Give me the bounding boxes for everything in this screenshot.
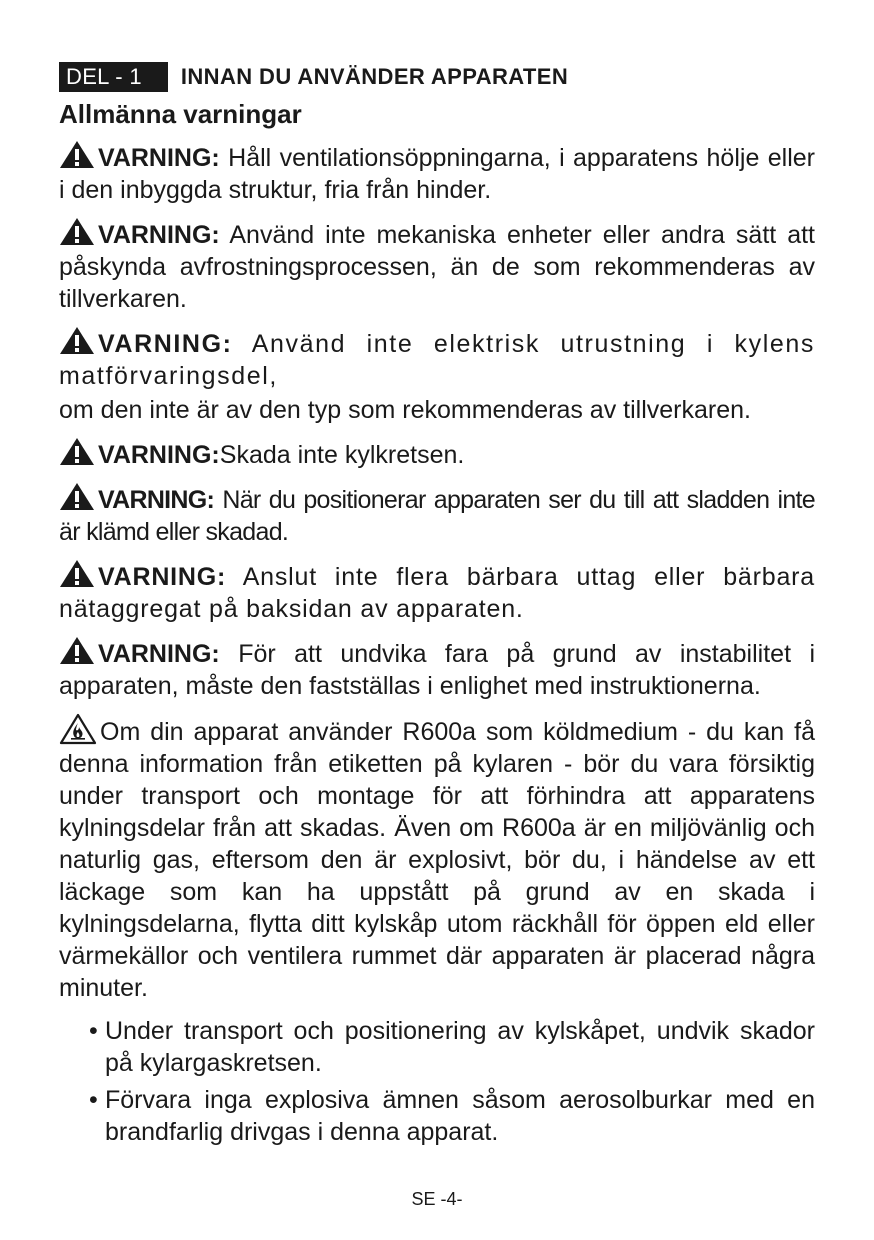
part-title: INNAN DU ANVÄNDER APPARATEN — [180, 64, 569, 89]
section-title: Allmänna varningar — [59, 99, 302, 129]
part-badge: DEL - 1 — [59, 62, 168, 92]
warning-triangle-icon — [59, 437, 95, 466]
bullet-text: Under transport och positionering av kylskåpet, undvik skador på kylargaskretsen. — [105, 1017, 815, 1077]
warning-triangle-icon — [59, 140, 95, 169]
warning-label: VARNING: — [98, 221, 220, 249]
warning-label: VARNING: — [98, 441, 220, 469]
warning-paragraph — [59, 636, 815, 702]
bullet-symbol: • — [89, 1017, 98, 1045]
bullet-list — [59, 1015, 815, 1148]
list-item — [59, 1015, 815, 1079]
warning-label: VARNING: — [98, 330, 233, 358]
warning-text: Använd inte elektrisk utrustning i kylens matförvaringsdel, — [59, 330, 815, 390]
warning-paragraph — [59, 217, 815, 315]
warning-paragraph — [59, 140, 815, 206]
warning-text: Anslut inte flera bärbara uttag eller bärbara nätaggregat på baksidan av apparaten. — [59, 563, 815, 623]
warning-paragraph — [59, 326, 815, 392]
warning-label: VARNING: — [98, 563, 227, 591]
bullet-symbol: • — [89, 1086, 98, 1114]
warning-paragraph — [59, 482, 815, 548]
warning-label: VARNING: — [98, 144, 220, 172]
manual-page — [59, 62, 815, 1153]
warning-triangle-icon — [59, 326, 95, 355]
section-header — [59, 62, 815, 92]
warning-label: VARNING: — [98, 640, 220, 668]
warning-triangle-icon — [59, 636, 95, 665]
bullet-text: Förvara inga explosiva ämnen såsom aerosolburkar med en brandfarlig drivgas i denna apparat. — [105, 1086, 815, 1146]
warning-paragraph — [59, 437, 815, 471]
warning-text: Använd inte mekaniska enheter eller andra sätt att påskynda avfrostningsprocessen, än de som rekommenderas av tillverkaren. — [59, 221, 815, 313]
r600a-paragraph — [59, 713, 815, 1004]
warning-continuation — [59, 394, 815, 426]
warning-text: Skada inte kylkretsen. — [219, 441, 465, 469]
flammable-warning-icon — [59, 713, 97, 745]
list-item — [59, 1084, 815, 1148]
warning-text: Håll ventilationsöppningarna, i apparatens hölje eller i den inbyggda struktur, fria från hinder. — [59, 144, 815, 204]
warning-text: om den inte är av den typ som rekommenderas av tillverkaren. — [59, 396, 751, 424]
warning-paragraph — [59, 559, 815, 625]
warning-text: När du positionerar apparaten ser du till att sladden inte är klämd eller skadad. — [59, 486, 815, 546]
warning-triangle-icon — [59, 482, 95, 511]
warning-triangle-icon — [59, 559, 95, 588]
warning-label: VARNING: — [98, 486, 215, 514]
warning-triangle-icon — [59, 217, 95, 246]
warning-text: För att undvika fara på grund av instabilitet i apparaten, måste den fastställas i enlighet med instruktionerna. — [59, 640, 815, 700]
r600a-text: Om din apparat använder R600a som köldmedium - du kan få denna information från etiketten på kylaren - bör du vara försiktig under transport och montage för att förhindra att apparatens kylningsdelar från att skadas. Även om R600a är en miljövänlig och naturlig gas, eftersom den är explosivt, bör du, i händelse av ett läckage som kan ha uppstått på grund av en skada i kylningsdelarna, flytta ditt kylskåp utom räckhåll för öppen eld eller värmekällor och ventilera rummet där apparaten är placerad några minuter. — [59, 718, 815, 1002]
page-number: SE -4- — [411, 1189, 463, 1209]
